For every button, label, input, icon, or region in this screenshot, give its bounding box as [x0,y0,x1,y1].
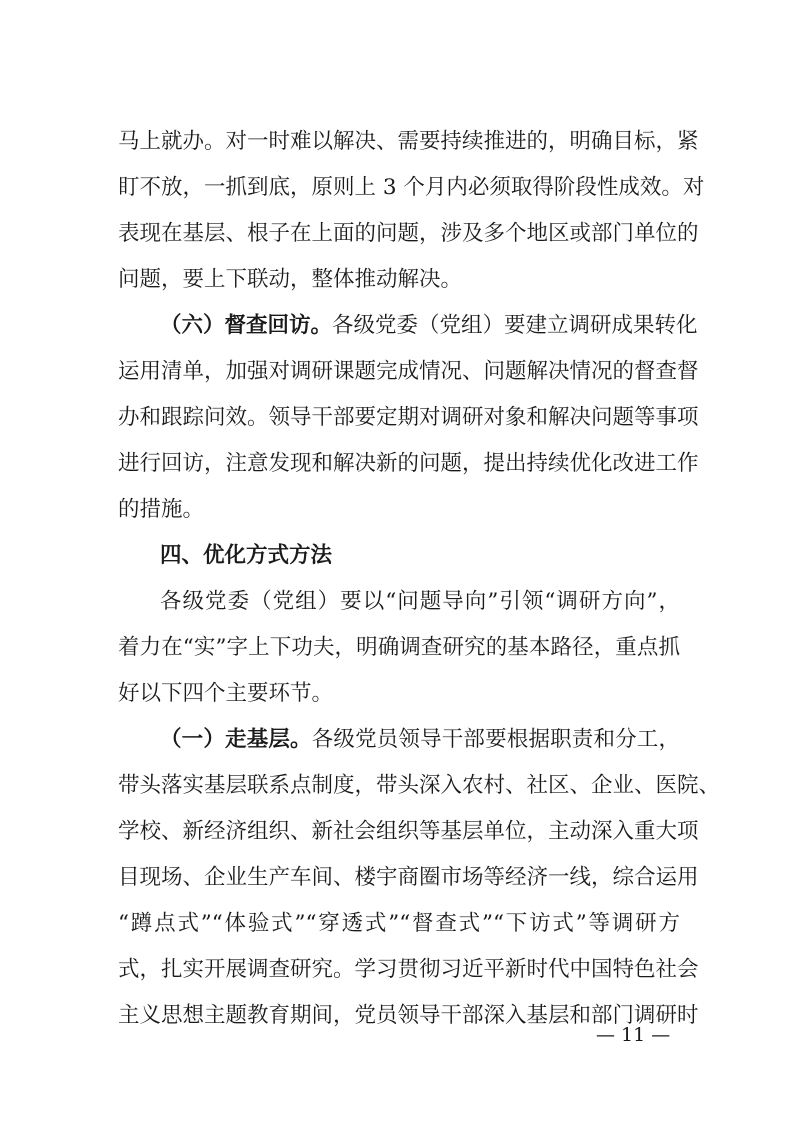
paragraph-line: 学校、新经济组织、新社会组织等基层单位，主动深入重大项 [118,819,699,844]
paragraph-line: 运用清单，加强对调研课题完成情况、问题解决情况的督查督 [118,359,699,384]
paragraph-line: 好以下四个主要环节。 [118,681,334,706]
section-six-first-line [160,306,698,346]
section-one-title: （一）走基层。 [160,727,312,752]
paragraph-line: 问题，要上下联动，整体推动解决。 [118,267,463,292]
section-six-first-text: 各级党委（党组）要建立调研成果转化 [332,313,698,338]
section-heading: 四、优化方式方法 [160,543,333,568]
paragraph-line: 各级党委（党组）要以“问题导向”引领“调研方向”， [160,589,680,614]
paragraph-line: 的措施。 [118,497,205,522]
paragraph-line: 进行回访，注意发现和解决新的问题，提出持续优化改进工作 [118,451,699,476]
paragraph-line: 式，扎实开展调查研究。学习贯彻习近平新时代中国特色社会 [118,957,699,982]
section-six-title: （六）督查回访。 [160,313,333,338]
section-one-first-line [160,720,680,760]
paragraph-line: 目现场、企业生产车间、楼宇商圈市场等经济一线，综合运用 [118,865,699,890]
paragraph-line: 主义思想主题教育期间，党员领导干部深入基层和部门调研时 [118,1003,699,1028]
paragraph-line: 表现在基层、根子在上面的问题，涉及多个地区或部门单位的 [118,221,699,246]
paragraph-line: “蹲点式”“体验式”“穿透式”“督查式”“下访式”等调研方 [118,911,680,936]
section-one-first-text: 各级党员领导干部要根据职责和分工， [311,727,680,752]
paragraph-line: 盯不放，一抓到底，原则上 3 个月内必须取得阶段性成效。对 [118,175,705,200]
paragraph-line: 马上就办。对一时难以解决、需要持续推进的，明确目标，紧 [118,129,699,154]
paragraph-line: 带头落实基层联系点制度，带头深入农村、社区、企业、医院、 [118,773,721,798]
paragraph-line: 办和跟踪问效。领导干部要定期对调研对象和解决问题等事项 [118,405,699,430]
paragraph-line: 着力在“实”字上下功夫，明确调查研究的基本路径，重点抓 [118,635,680,660]
page-number: — 11 — [596,1024,671,1046]
